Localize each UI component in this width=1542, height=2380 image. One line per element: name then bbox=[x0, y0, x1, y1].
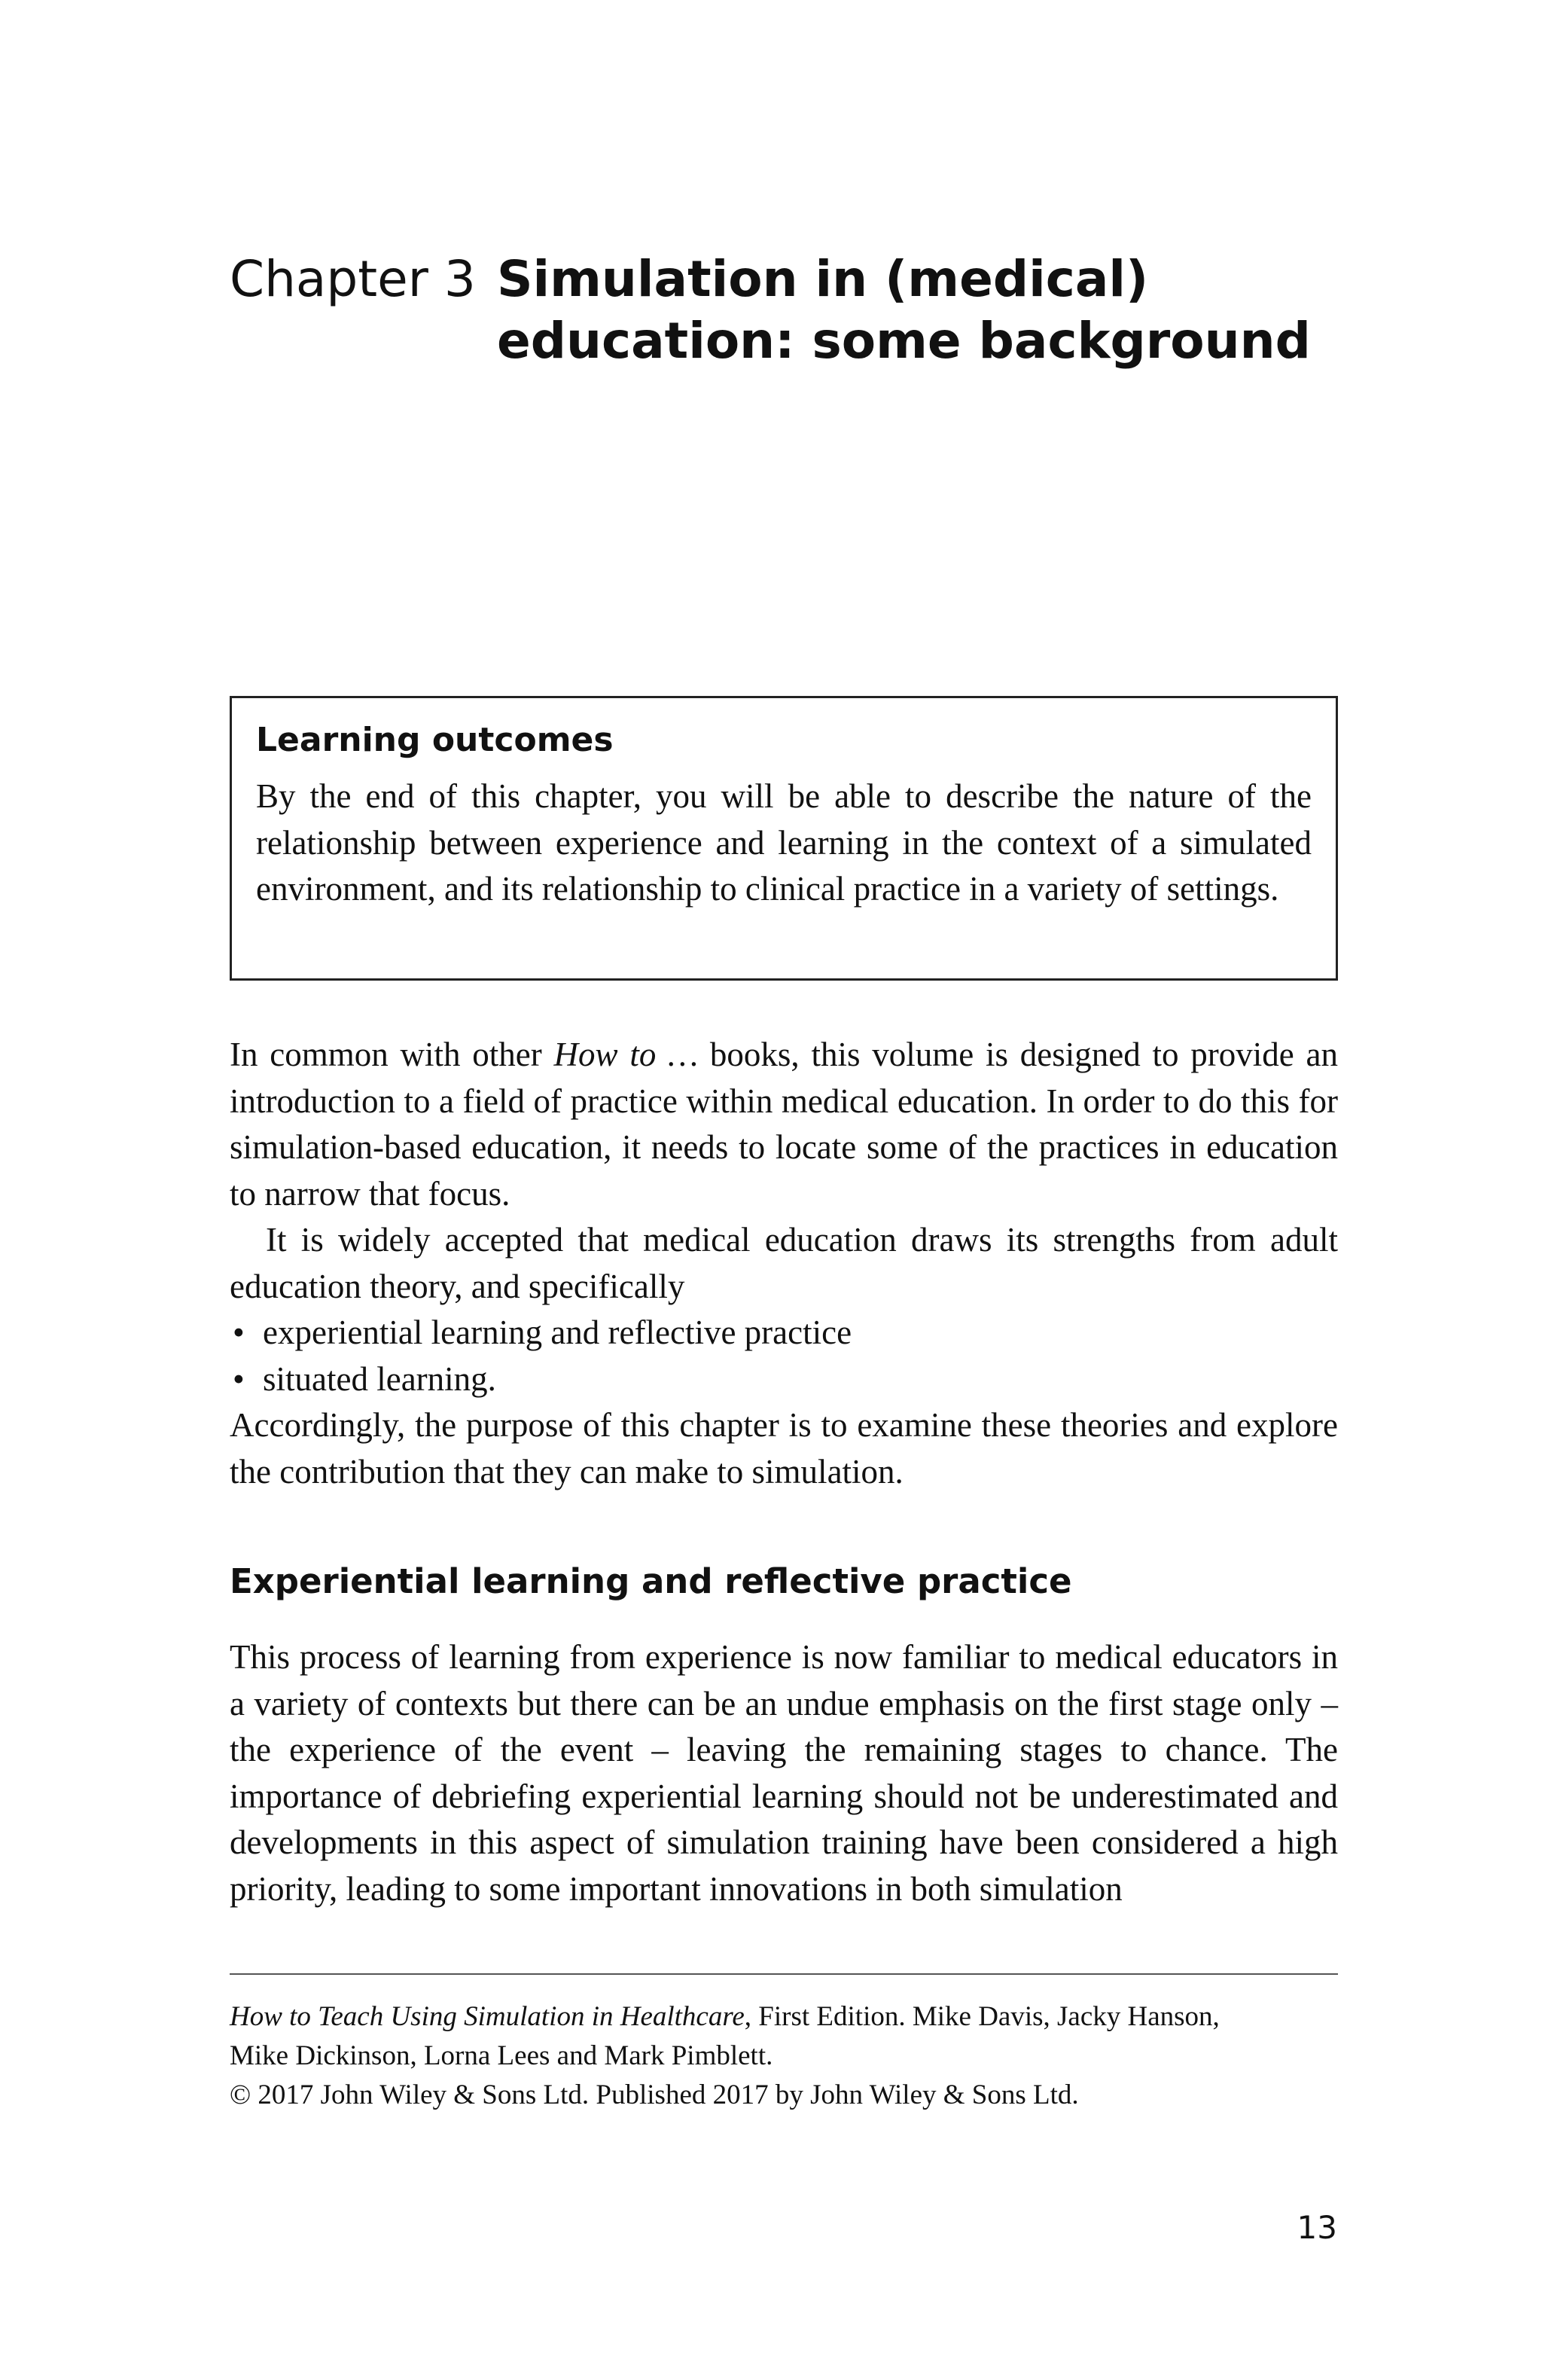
copyright-footnote bbox=[230, 1997, 1338, 2115]
section-paragraph-1: This process of learning from experience is now familiar to medical educators in a variety of contexts but there can be an undue emphasis on the first stage only – the experience of the event – leaving the remaining stages to chance. The importance of debriefing experiential learning should not be underestimated and developments in this aspect of simulation training have been considered a high priority, leading to some important innovations in both simulation bbox=[230, 1638, 1338, 1908]
chapter-label: Chapter 3 bbox=[230, 250, 476, 308]
intro-section bbox=[230, 1032, 1338, 1495]
list-item bbox=[230, 1310, 1338, 1356]
section-heading: Experiential learning and reflective practice bbox=[230, 1561, 1072, 1601]
learning-outcomes-box bbox=[230, 696, 1338, 981]
intro-paragraph-1 bbox=[230, 1032, 1338, 1217]
footnote-line-1 bbox=[230, 1997, 1338, 2037]
bullet-icon: • bbox=[233, 1314, 245, 1351]
list-item-text: situated learning. bbox=[263, 1359, 496, 1398]
learning-outcomes-heading: Learning outcomes bbox=[256, 721, 614, 759]
book-series-title: How to … bbox=[553, 1036, 699, 1073]
intro-paragraph-3: Accordingly, the purpose of this chapter is to examine these theories and explore the contribution that they can make to simulation. bbox=[230, 1406, 1338, 1491]
page-number: 13 bbox=[1297, 2209, 1337, 2246]
list-item-text: experiential learning and reflective practice bbox=[263, 1314, 852, 1351]
edition-and-authors: , First Edition. Mike Davis, Jacky Hanson, bbox=[744, 2001, 1220, 2032]
book-title: How to Teach Using Simulation in Healthcare bbox=[230, 2001, 745, 2032]
learning-outcomes-text: By the end of this chapter, you will be able to describe the nature of the relationship between experience and learning in the context of a simulated environment, and its relationship to clinical practice in a variety of settings. bbox=[256, 777, 1312, 908]
footnote-divider bbox=[230, 1973, 1338, 1975]
experiential-section bbox=[230, 1634, 1338, 1912]
theory-bullet-list bbox=[230, 1310, 1338, 1402]
footnote-line-2: Mike Dickinson, Lorna Lees and Mark Pimblett. bbox=[230, 2040, 773, 2071]
intro-p1-start: In common with other bbox=[230, 1036, 554, 1073]
intro-paragraph-2: It is widely accepted that medical education draws its strengths from adult education theory, and specifically bbox=[230, 1221, 1338, 1305]
bullet-icon: • bbox=[233, 1359, 245, 1398]
list-item bbox=[230, 1356, 1338, 1403]
intro-p1-rest: books, this volume is designed to provide an introduction to a field of practice within medical education. In order to do this for simulation-based education, it needs to locate some of the practices in education to narrow that focus. bbox=[230, 1036, 1338, 1213]
footnote-line-3: © 2017 John Wiley & Sons Ltd. Published 2017 by John Wiley & Sons Ltd. bbox=[230, 2079, 1079, 2110]
chapter-title: Simulation in (medical) education: some background bbox=[497, 250, 1311, 370]
